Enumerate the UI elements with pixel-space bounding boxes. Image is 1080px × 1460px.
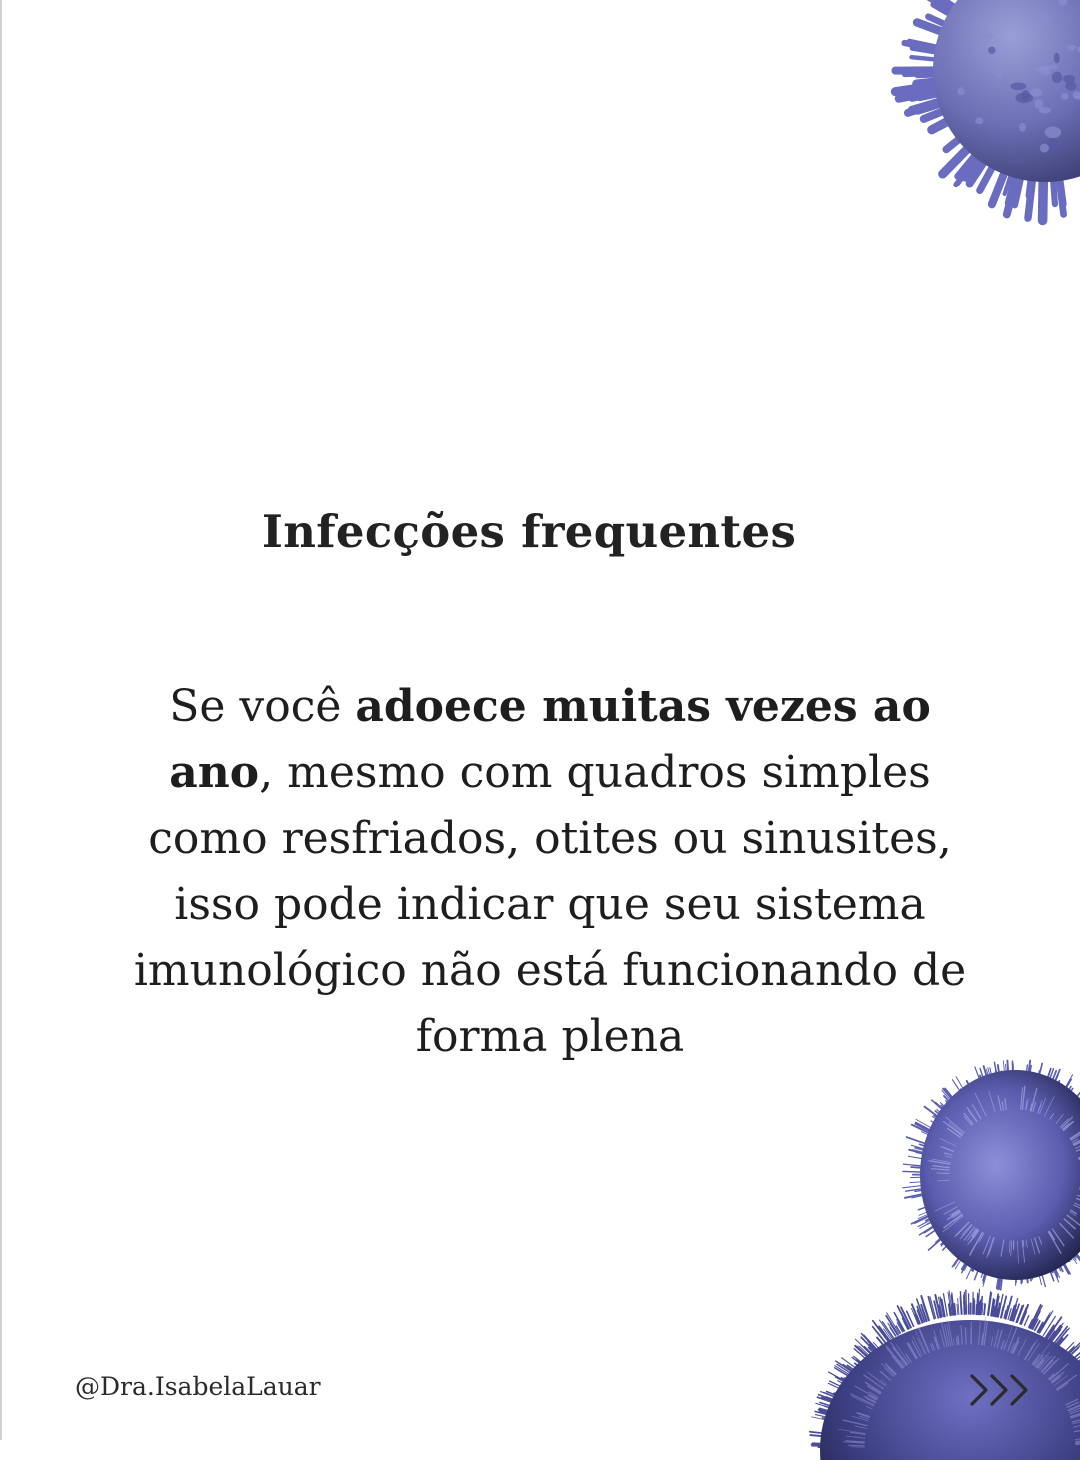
virus-spike	[1001, 1306, 1004, 1317]
virus-spike	[992, 170, 1005, 204]
virus-surface-bump	[1034, 99, 1043, 109]
virus-surface-bump	[1063, 75, 1075, 83]
virus-surface-bump	[982, 33, 994, 38]
virus-spike	[1042, 178, 1043, 206]
virus-surface-bump	[996, 69, 1002, 78]
virus-surface-bump	[1061, 93, 1068, 100]
virus-spike	[977, 1296, 978, 1314]
virus-surface-bump	[988, 47, 995, 54]
body-rest: , mesmo com quadros simples como resfriados, otites ou sinusites, isso pode indicar que seu sistema imunológico não está funcionando de forma plena	[134, 747, 966, 1062]
virus-spike	[980, 1300, 981, 1314]
virus-spike	[903, 1185, 924, 1187]
virus-surface-bump	[1037, 13, 1049, 22]
page-title: Infecções frequentes	[0, 505, 1058, 558]
virus-illustration-top	[830, 0, 1080, 270]
virus-surface-bump	[1019, 123, 1026, 132]
virus-spike	[964, 1301, 965, 1314]
virus-surface-bump	[1040, 144, 1049, 153]
virus-surface-bump	[1039, 65, 1050, 75]
virus-spike	[1024, 1316, 1028, 1326]
body-highlight: adoece muitas vezes ao ano	[169, 681, 931, 798]
page-left-edge	[0, 0, 2, 1440]
virus-surface-bump	[1030, 88, 1042, 97]
body-paragraph	[110, 674, 990, 1070]
virus-surface-bump	[1054, 53, 1060, 64]
virus-surface-bump	[1010, 82, 1026, 90]
virus-surface-bump	[975, 117, 983, 124]
virus-surface-bump	[1052, 72, 1063, 83]
body-intro: Se você	[169, 681, 355, 732]
virus-spike	[879, 1326, 889, 1340]
author-handle: @Dra.IsabelaLauar	[75, 1372, 321, 1401]
virus-spike	[1039, 1315, 1049, 1332]
virus-surface-bump	[957, 87, 964, 95]
virus-spike	[903, 1171, 923, 1172]
fuzzy-cell-illustration	[900, 1050, 1080, 1300]
triple-chevron-right-icon[interactable]	[968, 1370, 1038, 1410]
virus-spike	[957, 1304, 958, 1314]
virus-surface-bump	[1045, 127, 1062, 139]
virus-surface-bump	[1050, 144, 1064, 150]
virus-surface-bump	[1010, 158, 1023, 163]
virus-spike	[848, 1445, 864, 1446]
virus-surface-bump	[1067, 45, 1076, 51]
virus-spike	[1059, 177, 1064, 214]
